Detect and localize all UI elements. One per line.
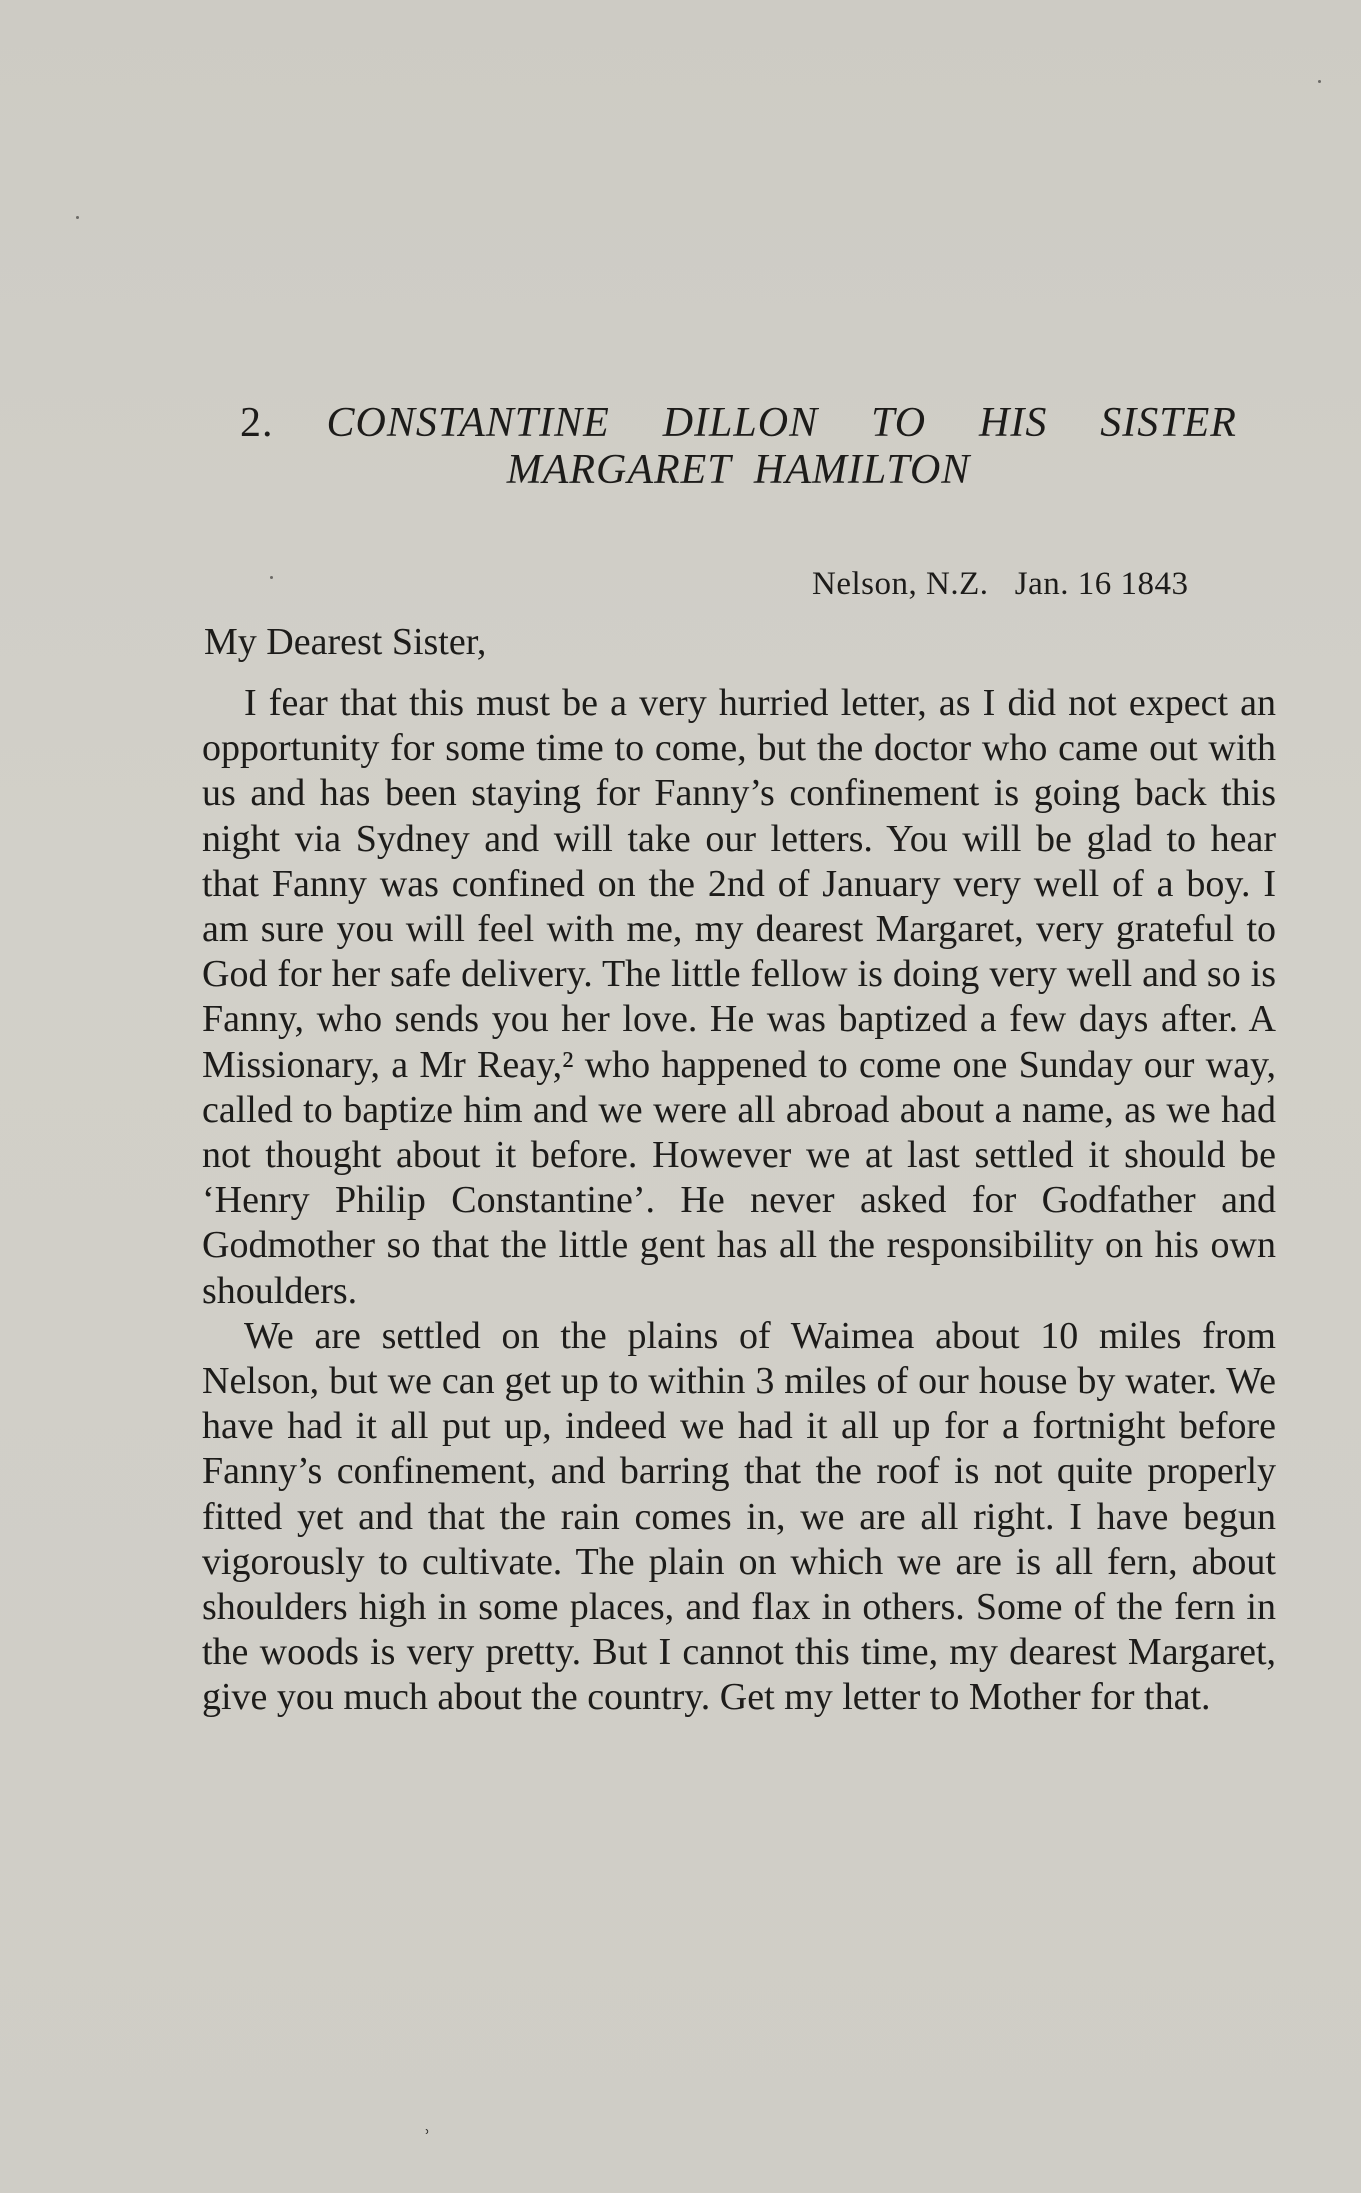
heading-word: SISTER	[1100, 400, 1237, 446]
salutation: My Dearest Sister,	[204, 621, 487, 663]
dateline: Nelson, N.Z. Jan. 16 1843	[812, 566, 1189, 602]
heading-line-1	[240, 400, 1237, 447]
heading-word: HIS	[979, 400, 1048, 446]
heading-word: TO	[871, 400, 927, 446]
paper-speck	[270, 576, 273, 579]
paper-speck	[1318, 80, 1321, 83]
paragraph: I fear that this must be a very hurried letter, as I did not expect an opportunity for some time to come, but the doctor who came out with us and has been staying for Fanny’s confinement is going back this night via Sydney and will take our letters. You will be glad to hear that Fanny was confined on the 2nd of January very well of a boy. I am sure you will feel with me, my dearest Margaret, very grateful to God for her safe delivery. The little fellow is doing very well and so is Fanny, who sends you her love. He was baptized a few days after. A Missionary, a Mr Reay,² who happened to come one Sunday our way, called to baptize him and we were all abroad about a name, as we had not thought about it before. However we at last settled it should be ‘Henry Philip Constantine’. He never asked for Godfather and Godmother so that the little gent has all the responsibility on his own shoulders.	[202, 682, 1276, 1312]
letter-heading	[240, 400, 1240, 494]
letter-body	[202, 681, 1276, 1721]
paper-speck	[76, 216, 79, 219]
heading-word: CONSTANTINE	[326, 400, 610, 446]
paragraph: We are settled on the plains of Waimea about 10 miles from Nelson, but we can get up to within 3 miles of our house by water. We have had it all put up, indeed we had it all up for a fortnight before Fanny’s confinement, and barring that the roof is not quite properly fitted yet and that the rain comes in, we are all right. I have begun vigorously to cultivate. The plain on which we are is all fern, about shoulders high in some places, and flax in others. Some of the fern in the woods is very pretty. But I cannot this time, my dearest Margaret, give you much about the country. Get my letter to Mother for that.	[202, 1314, 1276, 1719]
letter-number: 2.	[240, 400, 274, 446]
heading-line-2: MARGARET HAMILTON	[506, 447, 971, 493]
heading-word: DILLON	[662, 400, 819, 446]
footer-mark: ʾ	[423, 2127, 431, 2153]
